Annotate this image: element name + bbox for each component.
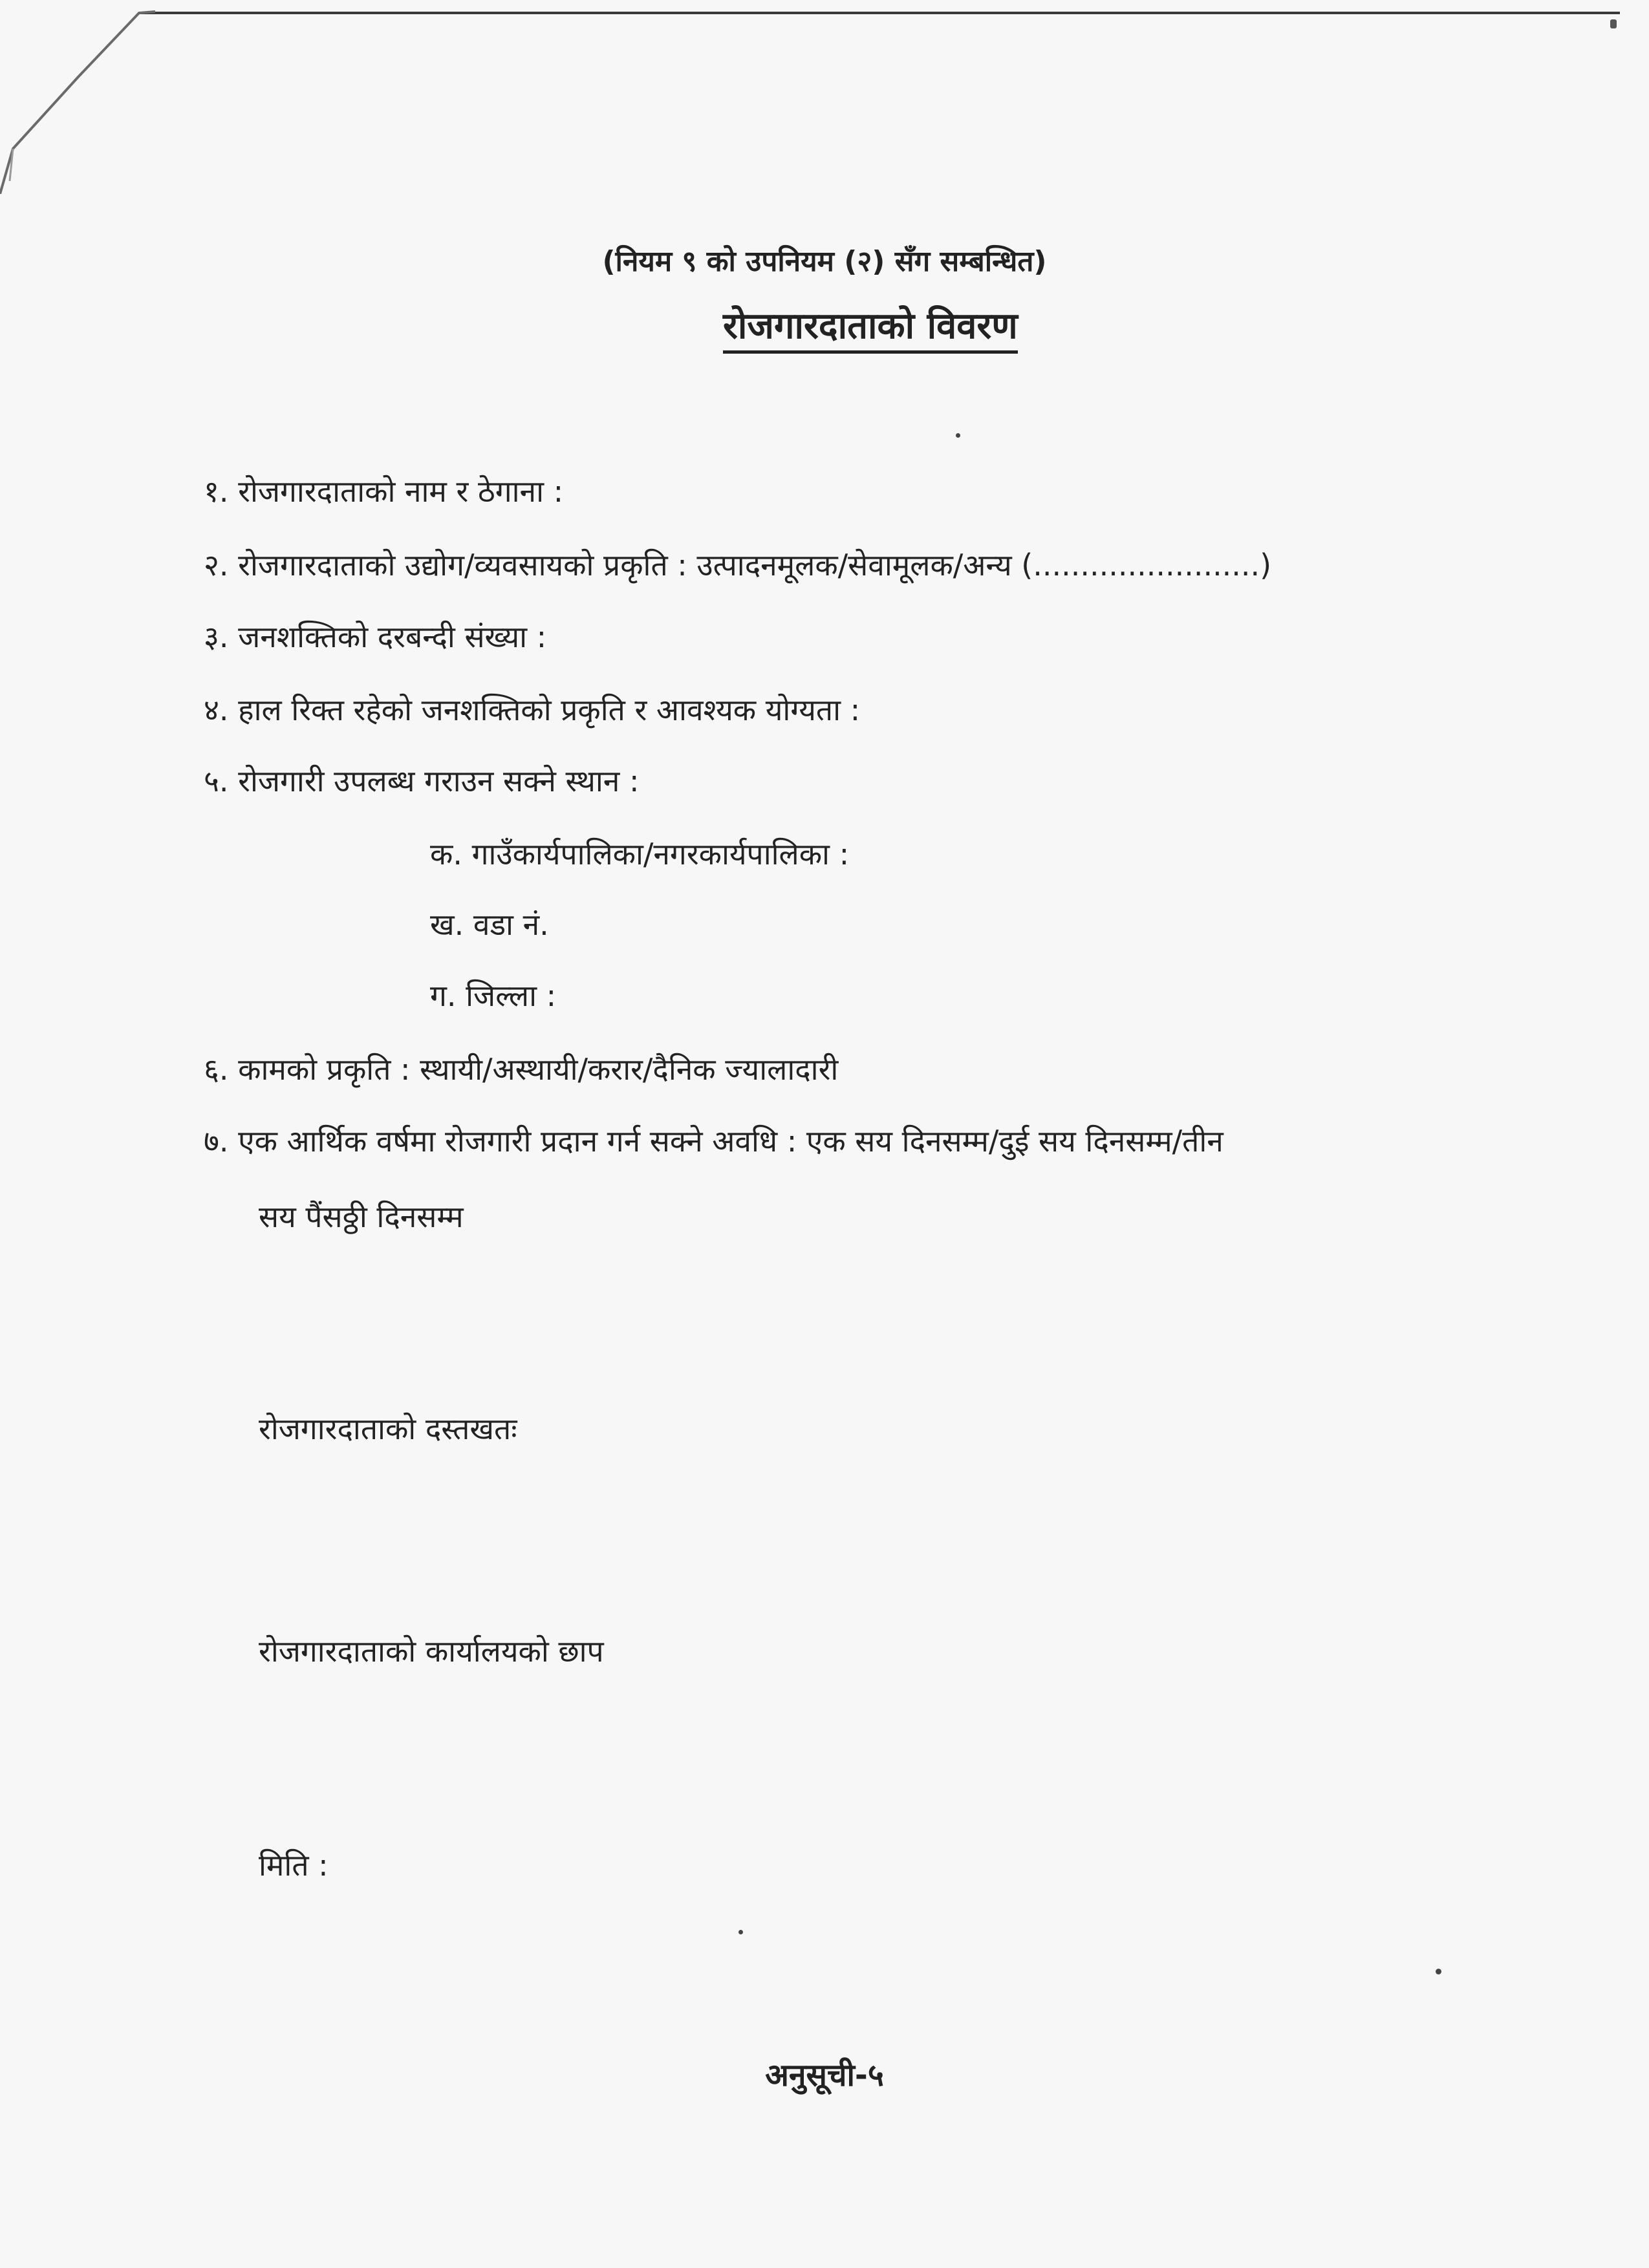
scan-speck bbox=[738, 1930, 743, 1934]
item-employment-location: ५. रोजगारी उपलब्ध गराउन सक्ने स्थान : bbox=[204, 764, 640, 798]
item-business-nature: २. रोजगारदाताको उद्योग/व्यवसायको प्रकृति : उत्पादनमूलक/सेवामूलक/अन्य (........................) bbox=[204, 548, 1272, 583]
item-employment-period-continued: सय पैंसठ्ठी दिनसम्म bbox=[259, 1199, 464, 1234]
employer-signature-label: रोजगारदाताको दस्तखतः bbox=[259, 1411, 517, 1446]
subitem-municipality: क. गाउँकार्यपालिका/नगरकार्यपालिका : bbox=[430, 837, 850, 872]
item-staff-positions: ३. जनशक्तिको दरबन्दी संख्या : bbox=[204, 619, 547, 654]
scan-speck bbox=[1436, 1969, 1441, 1974]
item-vacancy-qualification: ४. हाल रिक्त रहेको जनशक्तिको प्रकृति र आवश्यक योग्यता : bbox=[204, 692, 861, 727]
date-label: मिति : bbox=[259, 1848, 329, 1883]
regulation-reference: (नियम ९ को उपनियम (२) सँग सम्बन्धित) bbox=[602, 245, 1047, 278]
scan-edge-mark bbox=[1610, 19, 1617, 28]
subitem-district: ग. जिल्ला : bbox=[430, 978, 557, 1013]
form-title: रोजगारदाताको विवरण bbox=[723, 304, 1018, 354]
item-work-nature: ६. कामको प्रकृति : स्थायी/अस्थायी/करार/दैनिक ज्यालादारी bbox=[204, 1052, 839, 1087]
schedule-label: अनुसूची-५ bbox=[765, 2057, 884, 2093]
scan-speck bbox=[956, 433, 960, 438]
item-employer-name-address: १. रोजगारदाताको नाम र ठेगाना : bbox=[204, 474, 564, 509]
office-stamp-label: रोजगारदाताको कार्यालयको छाप bbox=[259, 1634, 604, 1669]
item-employment-period: ७. एक आर्थिक वर्षमा रोजगारी प्रदान गर्न सक्ने अवधि : एक सय दिनसम्म/दुई सय दिनसम्म/तीन bbox=[204, 1124, 1223, 1159]
subitem-ward-number: ख. वडा नं. bbox=[430, 907, 549, 942]
folded-corner-mark bbox=[0, 0, 155, 194]
paper-top-edge bbox=[139, 12, 1620, 14]
